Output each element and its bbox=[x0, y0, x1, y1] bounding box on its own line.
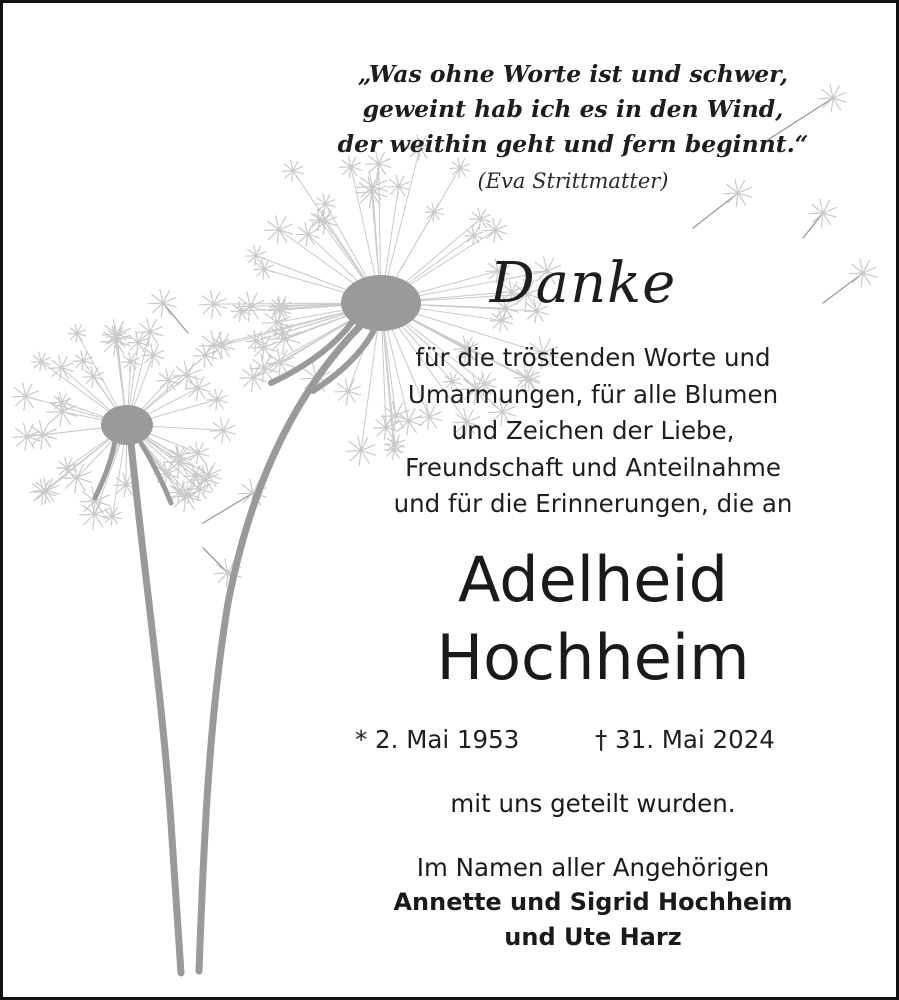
birth-date: * 2. Mai 1953 bbox=[355, 725, 520, 754]
thanks-line: Umarmungen, für alle Blumen bbox=[407, 379, 779, 409]
quote-author: (Eva Strittmatter) bbox=[477, 169, 669, 193]
thanks-line: und Zeichen der Liebe, bbox=[451, 416, 735, 446]
dandelion-core-small bbox=[101, 405, 153, 445]
quote-line: „Was ohne Worte ist und schwer, bbox=[357, 60, 789, 88]
deceased-name bbox=[323, 541, 863, 697]
quote-block bbox=[323, 57, 823, 162]
death-date: † 31. Mai 2024 bbox=[595, 725, 775, 754]
family-names bbox=[303, 885, 883, 955]
family-names-line: und Ute Harz bbox=[504, 923, 682, 951]
quote-line: geweint hab ich es in den Wind, bbox=[362, 95, 784, 123]
deceased-last-name: Hochheim bbox=[436, 621, 750, 694]
dandelion-stem-small bbox=[131, 443, 181, 973]
heading-danke: Danke bbox=[489, 251, 677, 316]
family-intro: Im Namen aller Angehörigen bbox=[416, 853, 770, 882]
thanks-text bbox=[323, 340, 863, 523]
thanks-line: Freundschaft und Anteilnahme bbox=[405, 452, 781, 482]
thanks-line: für die tröstenden Worte und bbox=[415, 343, 771, 372]
closing-line: mit uns geteilt wurden. bbox=[450, 789, 736, 818]
family-names-line: Annette und Sigrid Hochheim bbox=[393, 888, 793, 916]
quote-line: der weithin geht und fern beginnt.“ bbox=[337, 130, 809, 158]
deceased-first-name: Adelheid bbox=[457, 543, 729, 616]
thanks-line: und für die Erinnerungen, die an bbox=[393, 489, 793, 519]
